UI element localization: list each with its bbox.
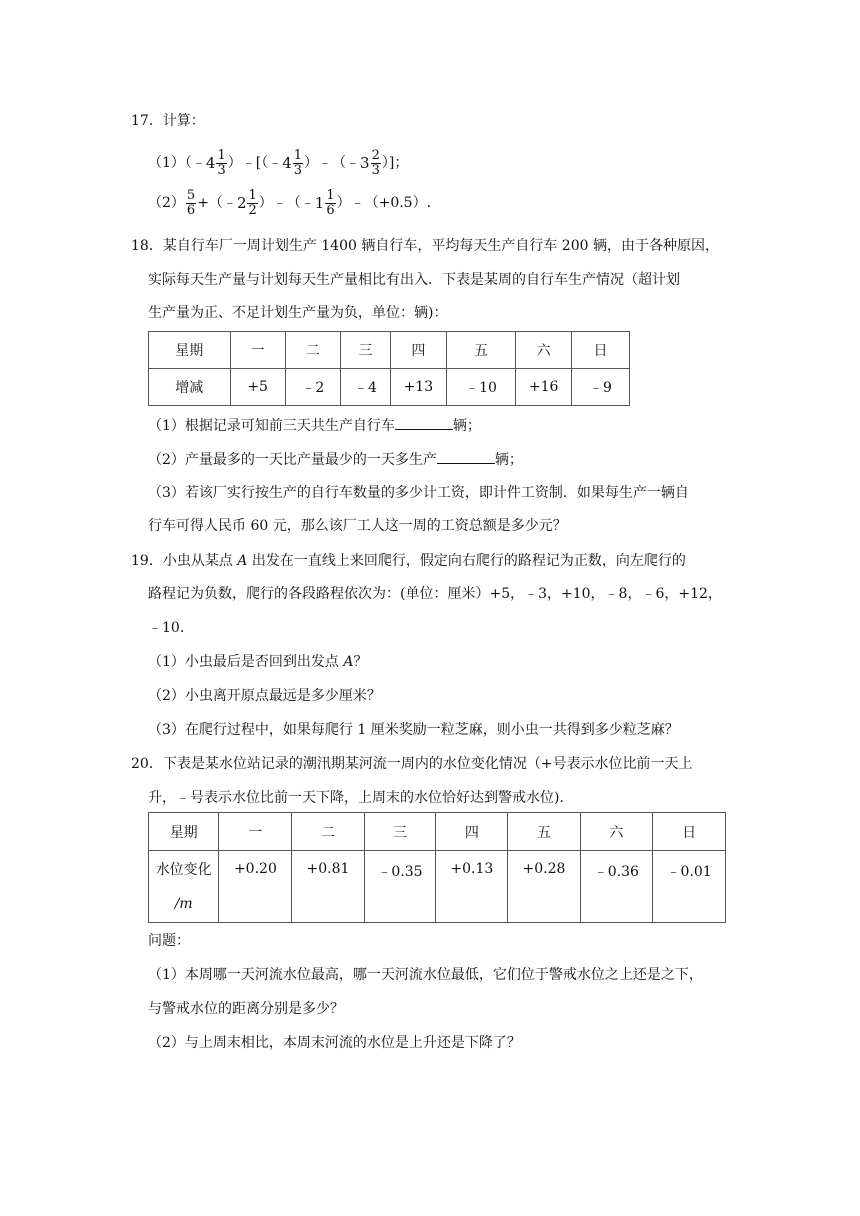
table-cell: 三 — [340, 332, 390, 369]
table-row — [149, 369, 630, 406]
numerator: 1 — [248, 187, 257, 203]
table-row — [149, 332, 630, 369]
table-cell: 一 — [219, 813, 292, 851]
q17-heading: 17．计算： — [131, 113, 205, 129]
point-label: A — [237, 553, 248, 569]
table-cell: +0.13 — [436, 851, 508, 923]
table-cell: 六 — [580, 813, 653, 851]
table-cell: +0.81 — [292, 851, 364, 923]
row-unit: /m — [174, 895, 193, 912]
q20-sub1-line1: （1）本周哪一天河流水位最高，哪一天河流水位最低，它们位于警戒水位之上还是之下， — [148, 967, 703, 983]
fraction — [216, 149, 226, 178]
text: ？ — [353, 654, 368, 670]
numerator: 1 — [217, 147, 226, 163]
mixed-whole: 2 — [236, 194, 247, 212]
q18-sub1-unit: 辆； — [452, 418, 481, 434]
table-cell — [149, 851, 219, 923]
fraction — [186, 189, 196, 218]
table-cell: 五 — [446, 332, 516, 369]
fraction — [293, 149, 303, 178]
point-label: A — [343, 654, 354, 670]
q18-sub3-line1: （3）若该厂实行按生产的自行车数量的多少计工资，即计件工资制．如果每生产一辆自 — [148, 485, 689, 501]
text: ）﹣[（﹣ — [227, 155, 283, 171]
q17-part2-label: （2） — [148, 195, 185, 211]
q18-line1: 18．某自行车厂一周计划生产 1400 辆自行车，平均每天生产自行车 200 辆，由于各种原因， — [131, 238, 719, 254]
text: ）﹣（﹣ — [258, 195, 315, 211]
q19-sub3: （3）在爬行过程中，如果每爬行 1 厘米奖励一粒芝麻，则小虫一共得到多少粒芝麻？ — [148, 722, 679, 738]
numerator: 1 — [326, 187, 335, 203]
text: （1）小虫最后是否回到出发点 — [148, 654, 344, 670]
q20-question-label: 问题： — [148, 933, 190, 949]
q17-part1-label: （1） — [148, 155, 185, 171]
denominator: 3 — [371, 162, 380, 178]
mixed-whole: 3 — [360, 154, 370, 172]
text: ）﹣（﹣ — [304, 155, 361, 171]
table-cell: ﹣10 — [446, 369, 516, 406]
mixed-whole: 1 — [314, 194, 325, 212]
text: ）]； — [381, 155, 409, 171]
table-cell: 五 — [508, 813, 580, 851]
text: （﹣ — [184, 155, 206, 171]
denominator: 3 — [293, 162, 303, 178]
table-row — [149, 851, 726, 923]
numerator: 1 — [293, 147, 303, 163]
table-cell: +0.20 — [219, 851, 292, 923]
q17-part2 — [148, 188, 431, 218]
q20-line1: 20．下表是某水位站记录的潮汛期某河流一周内的水位变化情况（+号表示水位比前一天上 — [131, 756, 693, 772]
denominator: 3 — [217, 162, 226, 178]
table-cell: 六 — [516, 332, 571, 369]
text: 19．小虫从某点 — [131, 553, 238, 569]
denominator: 2 — [248, 202, 257, 218]
answer-blank[interactable] — [395, 415, 453, 430]
table-cell: 四 — [391, 332, 446, 369]
q20-line2: 升，﹣号表示水位比前一天下降，上周末的水位恰好达到警戒水位)． — [148, 790, 574, 806]
table-cell: ﹣9 — [571, 369, 629, 406]
q18-sub2 — [148, 449, 523, 470]
table-cell: +0.28 — [508, 851, 580, 923]
table-cell: ﹣0.35 — [364, 851, 436, 923]
q18-line3: 生产量为正、不足计划生产量为负，单位：辆)： — [148, 305, 448, 321]
table-cell: +13 — [391, 369, 446, 406]
q18-sub1 — [148, 415, 481, 436]
q18-sub2-text: （2）产量最多的一天比产量最少的一天多生产 — [148, 452, 437, 468]
table-cell: 日 — [571, 332, 629, 369]
q19-sub1 — [148, 652, 367, 672]
q18-sub3-line2: 行车可得人民币 60 元，那么该厂工人这一周的工资总额是多少元？ — [148, 518, 567, 534]
fraction — [325, 189, 335, 218]
q17-part1 — [148, 148, 408, 178]
table-cell: 星期 — [149, 813, 219, 851]
table-cell: ﹣2 — [285, 369, 340, 406]
table-cell: +5 — [230, 369, 285, 406]
q19-line1 — [131, 551, 686, 571]
table-cell: ﹣4 — [340, 369, 390, 406]
answer-blank[interactable] — [437, 449, 495, 464]
q20-sub1-line2: 与警戒水位的距离分别是多少？ — [148, 1001, 344, 1017]
q20-sub2: （2）与上周末相比，本周末河流的水位是上升还是下降了？ — [148, 1035, 521, 1051]
table-cell: 三 — [364, 813, 436, 851]
fraction — [247, 189, 257, 218]
denominator: 6 — [326, 202, 335, 218]
table-cell: +16 — [516, 369, 571, 406]
q19-sub2: （2）小虫离开原点最远是多少厘米？ — [148, 688, 381, 704]
table-row — [149, 813, 726, 851]
table-cell: 增减 — [149, 369, 231, 406]
table-cell: 二 — [285, 332, 340, 369]
q19-line2: 路程记为负数，爬行的各段路程依次为：(单位：厘米）+5，﹣3，+10，﹣8，﹣6，+12， — [148, 586, 722, 602]
text: 出发在一直线上来回爬行，假定向右爬行的路程记为正数，向左爬行的 — [247, 553, 686, 569]
table-cell: ﹣0.01 — [653, 851, 726, 923]
table-cell: 星期 — [149, 332, 231, 369]
row-label: 水位变化 — [155, 861, 212, 878]
q18-sub1-text: （1）根据记录可知前三天共生产自行车 — [148, 418, 395, 434]
q18-production-table — [148, 331, 630, 406]
q18-sub2-unit: 辆； — [494, 452, 523, 468]
mixed-whole: 4 — [205, 154, 216, 172]
table-cell: 一 — [230, 332, 285, 369]
numerator: 2 — [371, 147, 380, 163]
table-cell: 二 — [292, 813, 364, 851]
denominator: 6 — [186, 202, 196, 218]
numerator: 5 — [186, 187, 196, 203]
table-cell: 日 — [653, 813, 726, 851]
text: +（﹣ — [197, 195, 237, 211]
q19-line3: ﹣10. — [148, 620, 185, 636]
q20-water-level-table — [148, 812, 726, 923]
text: ）﹣（+0.5）. — [336, 195, 432, 211]
mixed-whole: 4 — [282, 154, 292, 172]
fraction — [371, 149, 381, 178]
table-cell: ﹣0.36 — [580, 851, 653, 923]
table-cell: 四 — [436, 813, 508, 851]
q18-line2: 实际每天生产量与计划每天生产量相比有出入．下表是某周的自行车生产情况（超计划 — [148, 272, 680, 288]
